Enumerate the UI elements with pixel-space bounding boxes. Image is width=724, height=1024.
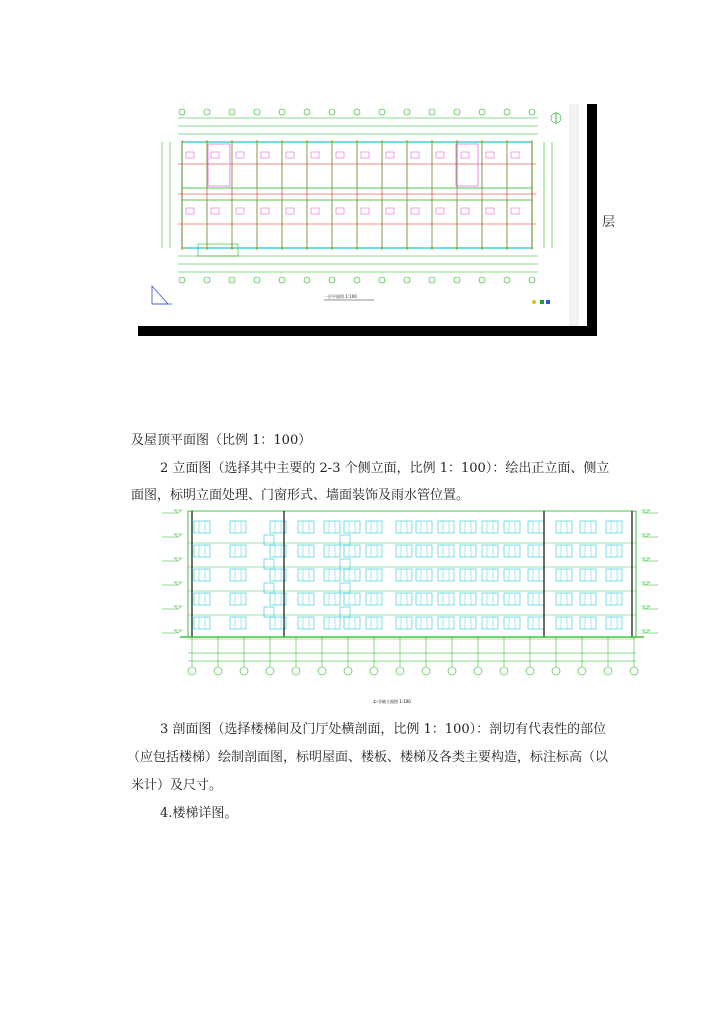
north-arrow-icon — [551, 112, 561, 124]
text-line-3: 面图，标明立面处理、门窗形式、墙面装饰及雨水管位置。 — [131, 488, 470, 503]
elevation-figure — [160, 507, 660, 682]
viewport-scrollbar — [570, 104, 578, 326]
ucs-icon — [152, 286, 172, 304]
figure-shadow-bottom — [138, 326, 597, 336]
text-line-4: 3 剖面图（选择楼梯间及门厅处横剖面，比例 1：100）：剖切有代表性的部位 — [160, 722, 607, 737]
text-line-7: 4.楼梯详图。 — [160, 806, 238, 821]
floor-label-char: 层 — [602, 215, 616, 230]
elevation-windows — [188, 511, 636, 639]
text-line-6: 米计）及尺寸。 — [131, 778, 223, 793]
figure-shadow-right — [587, 104, 597, 336]
floor-plan-caption: 一层平面图 1:100 — [324, 294, 357, 299]
elevation-caption: ①-⑬轴立面图 1:100 — [373, 699, 411, 704]
elevation-level-marks-left — [162, 510, 182, 633]
elevation-axis-bubbles — [188, 637, 638, 675]
text-line-5: （应包括楼梯）绘制剖面图，标明屋面、楼板、楼梯及各类主要构造，标注标高（以 — [127, 750, 609, 765]
elevation-dimensions — [188, 653, 636, 661]
floor-plan-drawing — [138, 104, 587, 326]
floor-plan-figure — [138, 104, 597, 336]
elevation-svg — [160, 507, 660, 682]
status-icons — [532, 300, 550, 304]
text-line-2: 2 立面图（选择其中主要的 2-3 个侧立面，比例 1：100）：绘出正立面、侧立 — [160, 461, 610, 476]
elevation-level-marks-right — [642, 510, 658, 633]
floor-plan-svg — [138, 104, 587, 326]
text-line-1: 及屋顶平面图（比例 1：100） — [131, 433, 312, 448]
